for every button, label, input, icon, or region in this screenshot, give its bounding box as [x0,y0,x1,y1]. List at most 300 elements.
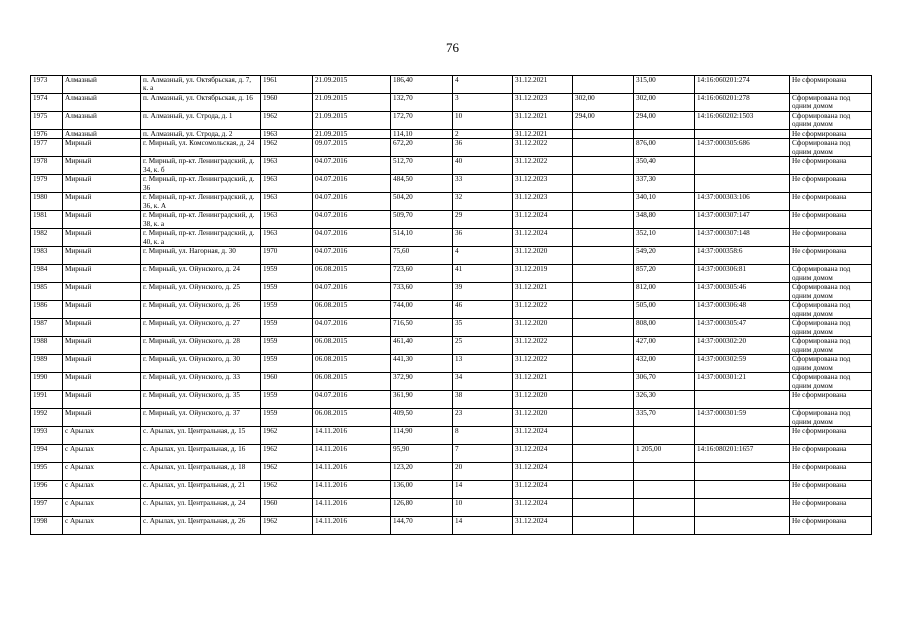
cell-area: 95,90 [391,445,453,463]
cell-build-year: 1962 [261,445,313,463]
cell-row-number: 1991 [31,391,63,409]
cell-land-area-a [573,445,634,463]
cell-cadastral-number: 14:37:000306:81 [695,265,790,283]
cell-land-status: Не сформирована [790,229,872,247]
cell-residents: 13 [453,355,513,373]
cell-residents: 10 [453,499,513,517]
cell-address: г. Мирный, пр-кт. Ленинградский, д. 38, к. а [141,211,261,229]
cell-date: 14.11.2016 [313,499,391,517]
cell-land-status: Не сформирована [790,247,872,265]
cell-land-area-b: 294,00 [634,112,695,130]
cell-row-number: 1981 [31,211,63,229]
cell-row-number: 1995 [31,463,63,481]
cell-cadastral-number [695,391,790,409]
cell-area: 744,00 [391,301,453,319]
cell-row-number: 1996 [31,481,63,499]
cell-area: 723,60 [391,265,453,283]
cell-residents: 8 [453,427,513,445]
cell-date: 04.07.2016 [313,175,391,193]
cell-build-year: 1962 [261,481,313,499]
cell-land-status: Сформирована под одним домом [790,355,872,373]
cell-settlement: Мирный [63,193,141,211]
cell-area: 361,90 [391,391,453,409]
cell-deadline: 31.12.2024 [513,211,573,229]
cell-date: 04.07.2016 [313,247,391,265]
cell-deadline: 31.12.2024 [513,229,573,247]
cell-date: 14.11.2016 [313,481,391,499]
cell-land-area-b: 1 205,00 [634,445,695,463]
cell-settlement: с Арылах [63,463,141,481]
cell-land-status: Не сформирована [790,157,872,175]
table-row [31,337,872,355]
cell-land-area-b: 432,00 [634,355,695,373]
cell-row-number: 1980 [31,193,63,211]
cell-cadastral-number: 14:37:000305:686 [695,139,790,157]
table-row [31,391,872,409]
cell-cadastral-number: 14:16:060201:278 [695,94,790,112]
cell-residents: 36 [453,229,513,247]
cell-land-status: Сформирована под одним домом [790,265,872,283]
table-row [31,175,872,193]
cell-address: г. Мирный, пр-кт. Ленинградский, д. 40, к. а [141,229,261,247]
cell-row-number: 1993 [31,427,63,445]
cell-date: 04.07.2016 [313,193,391,211]
cell-settlement: с Арылах [63,445,141,463]
table-row [31,373,872,391]
cell-land-area-b: 350,40 [634,157,695,175]
cell-build-year: 1963 [261,157,313,175]
cell-address: с. Арылах, ул. Центральная, д. 26 [141,517,261,535]
cell-build-year: 1963 [261,175,313,193]
cell-land-status: Сформирована под одним домом [790,112,872,130]
cell-residents: 35 [453,319,513,337]
cell-residents: 3 [453,94,513,112]
cell-build-year: 1962 [261,517,313,535]
cell-land-area-a [573,265,634,283]
cell-residents: 10 [453,112,513,130]
table-row [31,355,872,373]
cell-address: г. Мирный, ул. Ойунского, д. 25 [141,283,261,301]
cell-deadline: 31.12.2022 [513,355,573,373]
cell-land-area-a [573,427,634,445]
cell-area: 484,50 [391,175,453,193]
cell-address: п. Алмазный, ул. Строда, д. 1 [141,112,261,130]
cell-land-area-a [573,301,634,319]
cell-row-number: 1986 [31,301,63,319]
cell-date: 09.07.2015 [313,139,391,157]
cell-build-year: 1960 [261,373,313,391]
cell-build-year: 1959 [261,301,313,319]
cell-row-number: 1990 [31,373,63,391]
cell-settlement: Мирный [63,337,141,355]
cell-row-number: 1985 [31,283,63,301]
cell-land-status: Сформирована под одним домом [790,319,872,337]
cell-row-number: 1983 [31,247,63,265]
cell-settlement: Мирный [63,373,141,391]
cell-address: г. Мирный, ул. Ойунского, д. 24 [141,265,261,283]
cell-land-status: Не сформирована [790,130,872,139]
cell-deadline: 31.12.2021 [513,112,573,130]
cell-deadline: 31.12.2023 [513,94,573,112]
cell-deadline: 31.12.2024 [513,445,573,463]
cell-land-area-b [634,427,695,445]
cell-deadline: 31.12.2019 [513,265,573,283]
cell-land-area-a [573,139,634,157]
cell-land-status: Не сформирована [790,76,872,94]
cell-land-status: Не сформирована [790,481,872,499]
cell-residents: 41 [453,265,513,283]
cell-row-number: 1979 [31,175,63,193]
cell-land-area-a [573,76,634,94]
cell-settlement: Мирный [63,355,141,373]
cell-land-status: Не сформирована [790,391,872,409]
cell-build-year: 1963 [261,211,313,229]
table-row [31,463,872,481]
cell-date: 04.07.2016 [313,319,391,337]
cell-address: г. Мирный, ул. Ойунского, д. 33 [141,373,261,391]
cell-cadastral-number [695,499,790,517]
cell-build-year: 1963 [261,229,313,247]
cell-land-area-b: 348,80 [634,211,695,229]
cell-area: 509,70 [391,211,453,229]
cell-address: с. Арылах, ул. Центральная, д. 21 [141,481,261,499]
cell-residents: 14 [453,481,513,499]
cell-address: г. Мирный, ул. Ойунского, д. 28 [141,337,261,355]
cell-row-number: 1973 [31,76,63,94]
cell-cadastral-number: 14:16:060201:274 [695,76,790,94]
cell-settlement: с Арылах [63,517,141,535]
cell-address: г. Мирный, ул. Ойунского, д. 27 [141,319,261,337]
table-row [31,517,872,535]
cell-residents: 36 [453,139,513,157]
cell-land-area-a: 294,00 [573,112,634,130]
cell-deadline: 31.12.2023 [513,193,573,211]
cell-land-status: Сформирована под одним домом [790,373,872,391]
cell-land-status: Не сформирована [790,427,872,445]
cell-area: 75,60 [391,247,453,265]
cell-cadastral-number: 14:37:000305:46 [695,283,790,301]
cell-settlement: с Арылах [63,427,141,445]
cell-build-year: 1959 [261,337,313,355]
table-body [31,76,872,535]
cell-cadastral-number: 14:37:000301:59 [695,409,790,427]
cell-address: г. Мирный, ул. Ойунского, д. 37 [141,409,261,427]
cell-row-number: 1984 [31,265,63,283]
cell-address: г. Мирный, ул. Комсомольская, д. 24 [141,139,261,157]
cell-row-number: 1992 [31,409,63,427]
cell-residents: 4 [453,76,513,94]
cell-date: 06.08.2015 [313,301,391,319]
cell-row-number: 1975 [31,112,63,130]
cell-date: 04.07.2016 [313,229,391,247]
cell-cadastral-number: 14:37:000307:147 [695,211,790,229]
cell-row-number: 1982 [31,229,63,247]
cell-land-area-b: 326,30 [634,391,695,409]
cell-address: г. Мирный, ул. Ойунского, д. 26 [141,301,261,319]
cell-date: 04.07.2016 [313,391,391,409]
cell-address: п. Алмазный, ул. Строда, д. 2 [141,130,261,139]
table-row [31,76,872,94]
cell-deadline: 31.12.2024 [513,517,573,535]
cell-area: 672,20 [391,139,453,157]
cell-cadastral-number [695,157,790,175]
table-row [31,139,872,157]
cell-land-status: Не сформирована [790,463,872,481]
cell-deadline: 31.12.2020 [513,319,573,337]
table-row [31,130,872,139]
cell-area: 172,70 [391,112,453,130]
cell-settlement: Мирный [63,229,141,247]
cell-land-area-b: 340,10 [634,193,695,211]
cell-deadline: 31.12.2021 [513,373,573,391]
cell-land-area-b: 352,10 [634,229,695,247]
housing-registry-table [30,75,872,535]
cell-residents: 29 [453,211,513,229]
cell-build-year: 1959 [261,283,313,301]
table-row [31,481,872,499]
table-row [31,211,872,229]
cell-land-status: Не сформирована [790,517,872,535]
cell-land-area-b: 812,00 [634,283,695,301]
cell-area: 136,00 [391,481,453,499]
cell-date: 04.07.2016 [313,283,391,301]
cell-land-status: Не сформирована [790,499,872,517]
cell-build-year: 1959 [261,409,313,427]
cell-land-status: Не сформирована [790,193,872,211]
cell-address: г. Мирный, пр-кт. Ленинградский, д. 36 [141,175,261,193]
page-number: 76 [446,40,459,55]
cell-land-area-b: 306,70 [634,373,695,391]
cell-land-area-b: 857,20 [634,265,695,283]
cell-deadline: 31.12.2023 [513,175,573,193]
cell-land-area-a: 302,00 [573,94,634,112]
cell-settlement: с Арылах [63,499,141,517]
cell-land-area-b [634,481,695,499]
cell-land-area-b: 335,70 [634,409,695,427]
cell-residents: 33 [453,175,513,193]
cell-deadline: 31.12.2021 [513,283,573,301]
cell-address: г. Мирный, пр-кт. Ленинградский, д. 36, к. А [141,193,261,211]
cell-land-status: Сформирована под одним домом [790,337,872,355]
cell-land-area-b [634,517,695,535]
cell-cadastral-number: 14:16:060202:1503 [695,112,790,130]
cell-residents: 23 [453,409,513,427]
cell-area: 733,60 [391,283,453,301]
cell-address: г. Мирный, ул. Ойунского, д. 35 [141,391,261,409]
cell-address: п. Алмазный, ул. Октябрьская, д. 16 [141,94,261,112]
cell-date: 21.09.2015 [313,112,391,130]
table-row [31,94,872,112]
table-row [31,283,872,301]
cell-area: 512,70 [391,157,453,175]
cell-land-status: Сформирована под одним домом [790,301,872,319]
cell-cadastral-number: 14:37:000306:48 [695,301,790,319]
cell-deadline: 31.12.2024 [513,499,573,517]
cell-build-year: 1970 [261,247,313,265]
cell-build-year: 1959 [261,319,313,337]
cell-settlement: с Арылах [63,481,141,499]
cell-area: 144,70 [391,517,453,535]
cell-area: 372,90 [391,373,453,391]
cell-area: 716,50 [391,319,453,337]
cell-residents: 34 [453,373,513,391]
cell-deadline: 31.12.2020 [513,391,573,409]
cell-address: с. Арылах, ул. Центральная, д. 18 [141,463,261,481]
cell-cadastral-number: 14:37:000301:21 [695,373,790,391]
cell-land-area-a [573,499,634,517]
cell-cadastral-number [695,463,790,481]
table-row [31,409,872,427]
cell-area: 123,20 [391,463,453,481]
cell-address: г. Мирный, пр-кт. Ленинградский, д. 34, к. б [141,157,261,175]
cell-date: 21.09.2015 [313,130,391,139]
cell-land-status: Сформирована под одним домом [790,283,872,301]
cell-residents: 39 [453,283,513,301]
cell-land-status: Сформирована под одним домом [790,139,872,157]
cell-build-year: 1959 [261,355,313,373]
cell-address: п. Алмазный, ул. Октябрьская, д. 7, к. а [141,76,261,94]
table-row [31,265,872,283]
cell-land-area-a [573,409,634,427]
cell-land-area-a [573,319,634,337]
table-row [31,301,872,319]
cell-row-number: 1994 [31,445,63,463]
cell-land-area-a [573,283,634,301]
cell-settlement: Алмазный [63,112,141,130]
cell-build-year: 1961 [261,76,313,94]
table-row [31,499,872,517]
cell-land-status: Не сформирована [790,445,872,463]
cell-build-year: 1962 [261,427,313,445]
cell-land-area-a [573,337,634,355]
cell-land-area-a [573,229,634,247]
cell-date: 06.08.2015 [313,373,391,391]
cell-date: 14.11.2016 [313,517,391,535]
cell-land-status: Сформирована под одним домом [790,94,872,112]
cell-land-area-b: 337,30 [634,175,695,193]
cell-date: 14.11.2016 [313,427,391,445]
cell-date: 06.08.2015 [313,337,391,355]
cell-land-area-a [573,391,634,409]
cell-address: с. Арылах, ул. Центральная, д. 16 [141,445,261,463]
cell-land-area-b [634,463,695,481]
cell-row-number: 1977 [31,139,63,157]
cell-row-number: 1998 [31,517,63,535]
cell-deadline: 31.12.2021 [513,130,573,139]
cell-residents: 20 [453,463,513,481]
cell-cadastral-number [695,130,790,139]
cell-cadastral-number: 14:37:000358:6 [695,247,790,265]
cell-area: 114,90 [391,427,453,445]
cell-area: 504,20 [391,193,453,211]
cell-settlement: Мирный [63,391,141,409]
cell-date: 06.08.2015 [313,355,391,373]
cell-land-area-a [573,247,634,265]
cell-cadastral-number: 14:37:000307:148 [695,229,790,247]
cell-land-area-b: 549,20 [634,247,695,265]
cell-settlement: Алмазный [63,76,141,94]
cell-settlement: Мирный [63,211,141,229]
cell-date: 21.09.2015 [313,94,391,112]
cell-row-number: 1989 [31,355,63,373]
cell-row-number: 1987 [31,319,63,337]
cell-cadastral-number [695,427,790,445]
cell-deadline: 31.12.2020 [513,409,573,427]
cell-area: 514,10 [391,229,453,247]
cell-deadline: 31.12.2024 [513,463,573,481]
cell-land-area-a [573,193,634,211]
table-row [31,157,872,175]
cell-area: 186,40 [391,76,453,94]
cell-build-year: 1962 [261,112,313,130]
cell-deadline: 31.12.2021 [513,76,573,94]
cell-area: 132,70 [391,94,453,112]
cell-residents: 32 [453,193,513,211]
cell-address: с. Арылах, ул. Центральная, д. 15 [141,427,261,445]
cell-date: 21.09.2015 [313,76,391,94]
cell-land-area-a [573,517,634,535]
cell-row-number: 1988 [31,337,63,355]
cell-land-area-a [573,481,634,499]
cell-settlement: Мирный [63,157,141,175]
cell-cadastral-number [695,517,790,535]
cell-build-year: 1959 [261,391,313,409]
cell-build-year: 1960 [261,94,313,112]
cell-settlement: Мирный [63,175,141,193]
table-row [31,445,872,463]
cell-build-year: 1963 [261,193,313,211]
cell-cadastral-number [695,175,790,193]
cell-date: 14.11.2016 [313,463,391,481]
cell-settlement: Мирный [63,301,141,319]
cell-area: 441,30 [391,355,453,373]
cell-build-year: 1960 [261,499,313,517]
cell-cadastral-number: 14:16:080201:1657 [695,445,790,463]
cell-residents: 38 [453,391,513,409]
cell-land-area-a [573,211,634,229]
cell-residents: 2 [453,130,513,139]
cell-address: с. Арылах, ул. Центральная, д. 24 [141,499,261,517]
cell-residents: 7 [453,445,513,463]
cell-cadastral-number: 14:37:000302:59 [695,355,790,373]
cell-land-area-a [573,130,634,139]
table-row [31,319,872,337]
table-row [31,112,872,130]
cell-land-area-b: 427,00 [634,337,695,355]
cell-settlement: Мирный [63,139,141,157]
cell-address: г. Мирный, ул. Нагорная, д. 30 [141,247,261,265]
cell-land-area-b: 315,00 [634,76,695,94]
cell-residents: 46 [453,301,513,319]
cell-cadastral-number: 14:37:000303:106 [695,193,790,211]
cell-land-status: Не сформирована [790,211,872,229]
cell-build-year: 1962 [261,139,313,157]
cell-area: 126,80 [391,499,453,517]
cell-land-area-b [634,130,695,139]
cell-date: 06.08.2015 [313,265,391,283]
cell-land-area-b [634,499,695,517]
cell-area: 409,50 [391,409,453,427]
cell-date: 06.08.2015 [313,409,391,427]
cell-land-area-a [573,463,634,481]
cell-land-area-b: 505,00 [634,301,695,319]
cell-settlement: Мирный [63,319,141,337]
cell-land-status: Не сформирована [790,175,872,193]
cell-settlement: Мирный [63,247,141,265]
cell-residents: 14 [453,517,513,535]
cell-row-number: 1976 [31,130,63,139]
cell-land-area-a [573,355,634,373]
